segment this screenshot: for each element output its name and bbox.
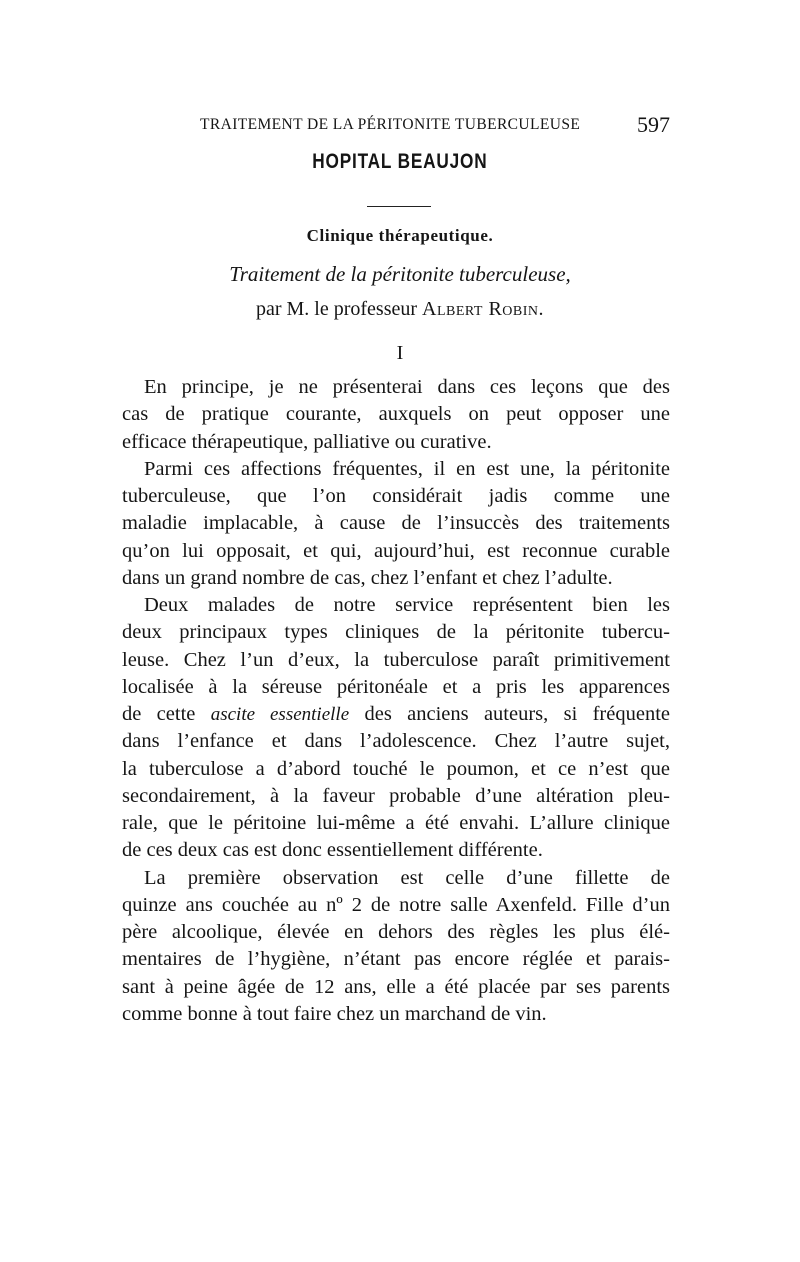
author-prefix: par M. le professeur xyxy=(255,298,418,320)
text-segment: des anciens auteurs, si fréquente xyxy=(364,703,671,725)
clinic-subtitle: Clinique thérapeutique. xyxy=(306,226,494,245)
body-text xyxy=(122,374,670,1028)
hospital-name: HOPITAL BEAUJON xyxy=(312,150,488,173)
text-line: En principe, je ne présenterai dans ces leçons que des xyxy=(144,376,670,398)
text-line-with-italic xyxy=(122,701,670,728)
text-line: cas de pratique courante, auxquels on peut opposer une xyxy=(122,403,670,426)
hospital-heading xyxy=(0,150,800,174)
italic-phrase: ascite essentielle xyxy=(210,704,350,725)
text-line: Parmi ces affections fréquentes, il en est une, la péritonite xyxy=(144,457,670,480)
heading-rule xyxy=(367,206,431,207)
text-line: tuberculeuse, que l’on considérait jadis comme une xyxy=(122,485,670,507)
author-name: Albert Robin. xyxy=(422,298,545,320)
text-line: dans un grand nombre de cas, chez l’enfant et chez l’adulte. xyxy=(122,566,613,589)
text-line: Deux malades de notre service représentent bien les xyxy=(144,594,670,616)
text-line: comme bonne à tout faire chez un marchand de vin. xyxy=(122,1002,547,1025)
text-line: quinze ans couchée au nº 2 de notre salle Axenfeld. Fille d’un xyxy=(122,893,670,916)
text-segment: de cette xyxy=(122,703,196,725)
text-line: rale, que le péritoine lui-même a été envahi. L’allure clinique xyxy=(122,812,670,834)
author-line xyxy=(0,298,800,321)
text-line: la tuberculose a d’abord touché le poumon, et ce n’est que xyxy=(122,757,670,780)
text-line: père alcoolique, élevée en dehors des règles les plus élé- xyxy=(122,921,670,943)
text-line: maladie implacable, à cause de l’insuccès des traitements xyxy=(122,512,670,535)
text-line: deux principaux types cliniques de la péritonite tubercu- xyxy=(122,621,670,644)
running-header xyxy=(200,112,670,138)
text-line: mentaires de l’hygiène, n’étant pas encore réglée et parais- xyxy=(122,948,670,971)
text-line: secondairement, à la faveur probable d’une altération pleu- xyxy=(122,784,670,807)
page-number: 597 xyxy=(637,112,670,137)
text-line: La première observation est celle d’une fillette de xyxy=(144,866,670,889)
running-title: TRAITEMENT DE LA PÉRITONITE TUBERCULEUSE xyxy=(200,116,581,133)
text-line: leuse. Chez l’un d’eux, la tuberculose paraît primitivement xyxy=(122,648,670,671)
text-line: de ces deux cas est donc essentiellement différente. xyxy=(122,839,543,862)
text-line: sant à peine âgée de 12 ans, elle a été placée par ses parents xyxy=(122,975,670,998)
text-line: dans l’enfance et dans l’adolescence. Chez l’autre sujet, xyxy=(122,730,670,753)
lecture-title: Traitement de la péritonite tuberculeuse, xyxy=(229,262,571,286)
text-line: efficace thérapeutique, palliative ou curative. xyxy=(122,430,492,453)
text-line: qu’on lui opposait, et qui, aujourd’hui, est reconnue curable xyxy=(122,539,670,562)
section-number: I xyxy=(396,342,404,364)
text-line: localisée à la séreuse péritonéale et a pris les apparences xyxy=(122,675,670,698)
